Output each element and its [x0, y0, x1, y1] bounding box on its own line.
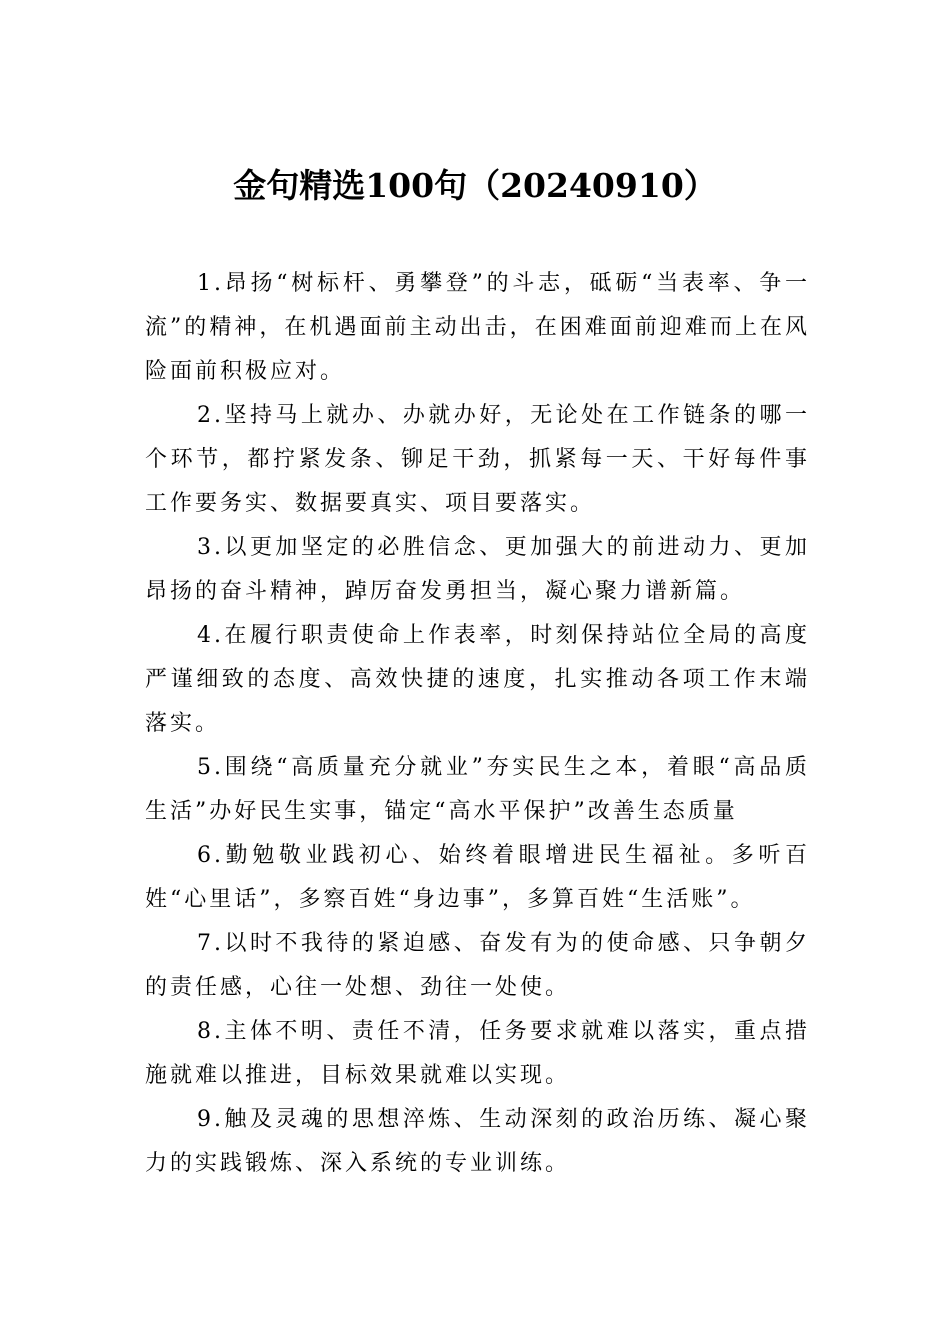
- page-title: 金句精选100句（20240910）: [233, 166, 717, 205]
- paragraph-6: 6.勤勉敬业践初心、始终着眼增进民生福祉。多听百姓“心里话”，多察百姓“身边事”，多算百姓“生活账”。: [145, 843, 810, 912]
- paragraph-2: 2.坚持马上就办、办就办好，无论处在工作链条的哪一个环节，都拧紧发条、铆足干劲，抓紧每一天、干好每件事工作要务实、数据要真实、项目要落实。: [145, 403, 810, 516]
- paragraph-7: 7.以时不我待的紧迫感、奋发有为的使命感、只争朝夕的责任感，心往一处想、劲往一处使。: [145, 931, 810, 1000]
- paragraph-5: 5.围绕“高质量充分就业”夯实民生之本，着眼“高品质生活”办好民生实事，锚定“高水平保护”改善生态质量: [145, 755, 810, 824]
- document-body: [145, 262, 810, 1186]
- paragraph-9: 9.触及灵魂的思想淬炼、生动深刻的政治历练、凝心聚力的实践锻炼、深入系统的专业训练。: [145, 1107, 810, 1176]
- paragraph-1: 1.昂扬“树标杆、勇攀登”的斗志，砥砺“当表率、争一流”的精神，在机遇面前主动出击，在困难面前迎难而上在风险面前积极应对。: [145, 271, 810, 384]
- paragraph-8: 8.主体不明、责任不清，任务要求就难以落实，重点措施就难以推进，目标效果就难以实现。: [145, 1019, 810, 1088]
- paragraph-4: 4.在履行职责使命上作表率，时刻保持站位全局的高度严谨细致的态度、高效快捷的速度，扎实推动各项工作末端落实。: [145, 623, 810, 736]
- paragraph-3: 3.以更加坚定的必胜信念、更加强大的前进动力、更加昂扬的奋斗精神，踔厉奋发勇担当，凝心聚力谱新篇。: [145, 535, 810, 604]
